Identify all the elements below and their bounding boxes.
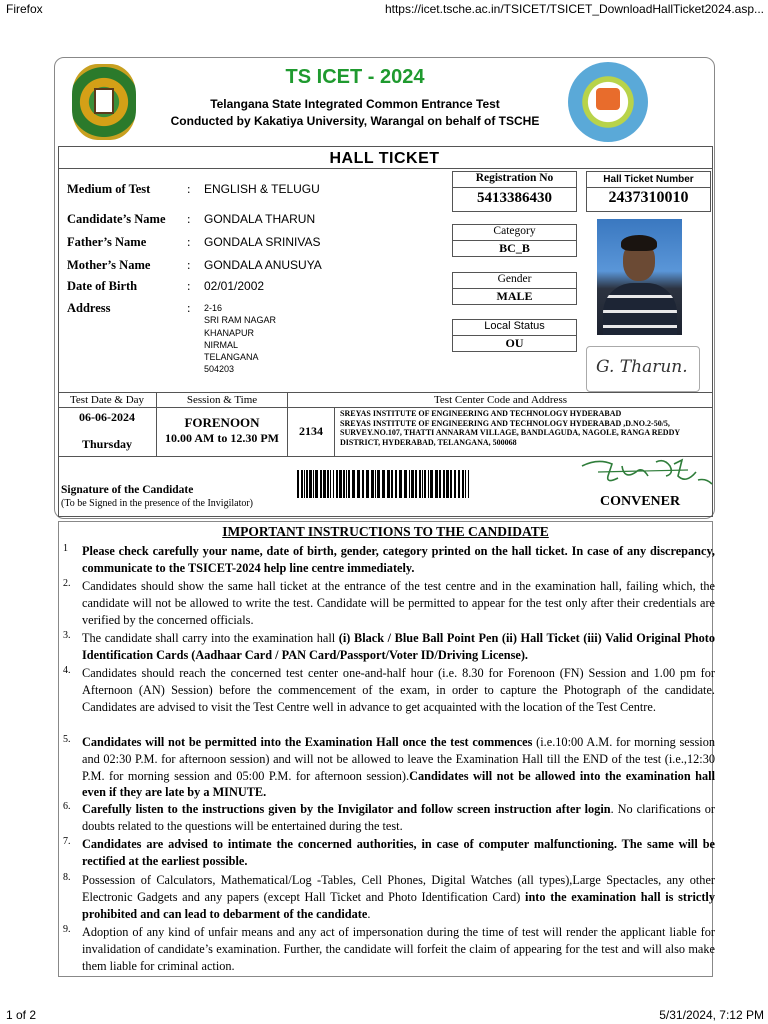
page-indicator: 1 of 2 [6,1008,37,1022]
instruction-text: Candidates should reach the concerned test center one-and-half hour (i.e. 8.30 for Forenoon (FN) Session and 1.00 pm for Afternoon (AN) Session) before the commencement of the exam, in order to capture the Photograph of the candidate. Candidates are advised to visit the Test Centre well in advance to get acquainted with the location of the Test Centre. [82,666,715,714]
hall-ticket-number-box: Hall Ticket Number 2437310010 [586,171,711,212]
instruction-number: 2. [63,578,71,589]
instruction-text: Candidates should show the same hall ticket at the entrance of the test centre and in the examination hall, failing which, the candidate will not be allowed to write the test. Candidate will be permitted to appear for the test only after their credentials are verified by the concerned officials. [82,579,715,627]
exam-subtitle: Telangana State Integrated Common Entrance Test [210,97,500,111]
candidate-photo [597,219,682,335]
gender-value: MALE [496,289,533,303]
col-session: Session & Time [186,394,258,406]
instruction-text: Possession of Calculators, Mathematical/Log -Tables, Cell Phones, Digital Watches (all types),Large Spectacles, any other Electronic Gadgets and any papers (except Hall Ticket and Photo Identification Card) into the examination hall is strictly prohibited and can lead to debarment of the candidate. [82,873,715,921]
test-day: Thursday [81,437,133,451]
hall-ticket-heading: HALL TICKET [329,150,440,167]
local-status-box: Local Status OU [452,319,577,352]
instruction-number: 3. [63,630,71,641]
instructions-title: IMPORTANT INSTRUCTIONS TO THE CANDIDATE [222,524,549,539]
instruction-text: The candidate shall carry into the examination hall (i) Black / Blue Ball Point Pen (ii) Hall Ticket (iii) Valid Original Photo Identification Cards (Aadhaar Card / PAN Card/Passport/Voter ID/Driving License). [82,631,715,662]
instruction-number: 5. [63,734,71,745]
col-test-center: Test Center Code and Address [433,394,568,406]
instruction-text: Candidates are advised to intimate the concerned authorities, in case of computer malfunctioning. The same will be rectified at the earliest possible. [82,837,715,868]
instruction-number: 9. [63,924,71,935]
candidate-signature-label: Signature of the Candidate [61,484,194,496]
page-url: https://icet.tsche.ac.in/TSICET/TSICET_DownloadHallTicket2024.asp... [384,2,764,16]
candidate-signature-note: (To be Signed in the presence of the Invigilator) [61,498,254,509]
print-datetime: 5/31/2024, 7:12 PM [659,1008,764,1022]
address-block: 2-16 SRI RAM NAGAR KHANAPUR NIRMAL TELANGANA 504203 [204,303,277,375]
exam-title: TS ICET - 2024 [285,66,425,88]
convener-label: CONVENER [600,494,681,509]
session-time: 10.00 AM to 12.30 PM [165,431,279,445]
instruction-text: Adoption of any kind of unfair means and any act of impersonation during the time of test will render the applicant liable for invalidation of candidate’s examination. Further, the candidate will forfeit the claim of appearing for the test and will also make them liable for criminal action. [82,925,715,973]
center-address: SREYAS INSTITUTE OF ENGINEERING AND TECHNOLOGY HYDERABAD SREYAS INSTITUTE OF ENGINEERING AND TECHNOLOGY HYDERABAD ,D.NO.2-50/5, SURVEY.NO.107, THATTI ANNARAM VILLAGE, BANDLAGUDA, NAGOLE, RANGA REDDY DISTRICT, HYDERABAD, TELANGANA, 500068 [340,409,680,447]
registration-number: 5413386430 [477,190,552,206]
instruction-text: Candidates will not be permitted into the Examination Hall once the test commences (i.e.10:00 A.M. for morning session and 02:30 P.M. for afternoon session) and will not be allowed to leave the Examination Hall till the END of the test (i.e.,12:30 P.M. for morning session and 05:00 P.M. for afternoon session).Candidates will not be allowed into the examination hall even if they are late by a MINUTE. [82,735,715,800]
test-date: 06-06-2024 [79,410,135,424]
category-value: BC_B [499,241,530,255]
gender-box: Gender MALE [452,272,577,305]
instruction-text: Please check carefully your name, date of birth, gender, category printed on the hall ticket. In case of any discrepancy, communicate to the TSICET-2024 help line centre immediately. [82,544,715,575]
hall-ticket-number: 2437310010 [608,189,689,206]
tsche-seal-logo [568,62,648,142]
browser-name: Firefox [6,2,43,16]
barcode [297,470,473,498]
university-seal-logo [72,64,136,140]
registration-box: Registration No 5413386430 [452,171,577,212]
instruction-number: 7. [63,836,71,847]
instruction-number: 1 [63,543,68,554]
col-test-date: Test Date & Day [69,394,145,406]
center-code: 2134 [299,424,323,438]
instruction-number: 6. [63,801,71,812]
local-status-value: OU [505,336,524,350]
instruction-number: 4. [63,665,71,676]
conducted-by: Conducted by Kakatiya University, Warangal on behalf of TSCHE [170,114,540,128]
instruction-number: 8. [63,872,71,883]
instruction-text: Carefully listen to the instructions given by the Invigilator and follow screen instruction after login. No clarifications or doubts related to the questions will be entertained during the test. [82,802,715,833]
candidate-signature: G. Tharun. [596,357,688,377]
category-box: Category BC_B [452,224,577,257]
session-name: FORENOON [184,415,260,430]
